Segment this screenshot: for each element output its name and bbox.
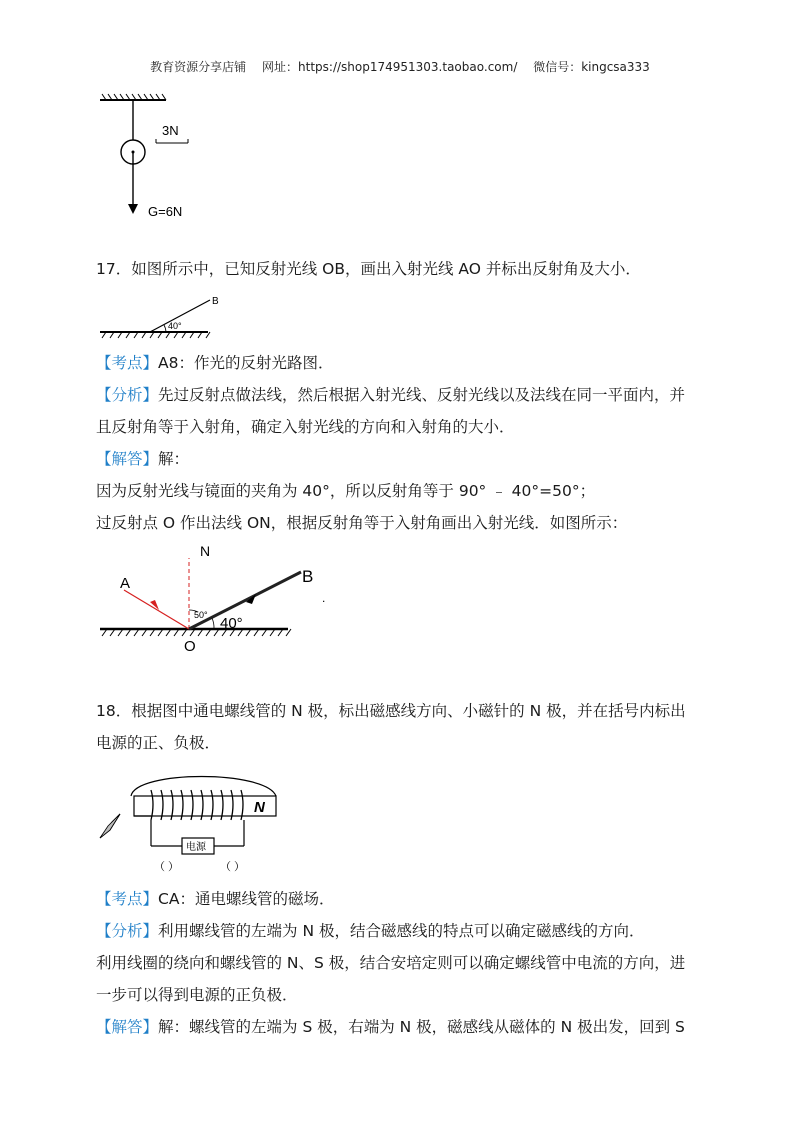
- force-label: 3N: [162, 123, 179, 138]
- kaodian-tag: 【考点】: [96, 354, 159, 372]
- gravity-label: G=6N: [148, 204, 183, 219]
- force-diagram: [96, 92, 206, 222]
- fenxi-text: 利用螺线管的左端为 N 极，结合磁感线的特点可以确定磁感线的方向．: [158, 922, 645, 940]
- q18-question-1: 18．根据图中通电螺线管的 N 极，标出磁感线方向、小磁针的 N 极，并在括号内标出: [96, 702, 686, 720]
- ray-label-a: A: [120, 575, 131, 592]
- wechat-id: 微信号：kingcsa333: [533, 60, 650, 74]
- page-header: [0, 58, 800, 75]
- q18-fenxi-3: 一步可以得到电源的正负极．: [96, 986, 298, 1004]
- kaodian-tag: 【考点】: [96, 890, 159, 908]
- q17-kaodian: [96, 353, 333, 373]
- q17-figure: [96, 292, 226, 342]
- paren-left: （ ）: [154, 861, 180, 873]
- q18-figure: [96, 768, 296, 876]
- angle-40-label: 40°: [220, 615, 243, 632]
- q17-solution-2: 过反射点 O 作出法线 ON，根据反射角等于入射角画出入射光线．如图所示：: [96, 514, 628, 532]
- q17-jieda: [96, 449, 189, 469]
- q18-fenxi-1: [96, 921, 644, 941]
- ray-label-b: B: [302, 567, 314, 586]
- q18-kaodian: [96, 889, 334, 909]
- fenxi-tag: 【分析】: [96, 922, 159, 940]
- q17-angle-label: 40°: [168, 321, 182, 331]
- trailing-dot: .: [322, 591, 326, 605]
- q17-fenxi-1: [96, 385, 685, 405]
- shop-url: 网址：https://shop174951303.taobao.com/: [262, 60, 518, 74]
- jieda-tag: 【解答】: [96, 1018, 159, 1036]
- q17-fenxi-2: 且反射角等于入射角，确定入射光线的方向和入射角的大小．: [96, 418, 515, 436]
- q17-question: 17．如图所示中，已知反射光线 OB，画出入射光线 AO 并标出反射角及大小．: [96, 260, 641, 278]
- angle-50-label: 50°: [194, 610, 208, 620]
- fenxi-text: 先过反射点做法线，然后根据入射光线、反射光线以及法线在同一平面内，并: [158, 386, 686, 404]
- fenxi-tag: 【分析】: [96, 386, 159, 404]
- q18-jieda: [96, 1017, 685, 1037]
- q18-fenxi-2: 利用线圈的绕向和螺线管的 N、S 极，结合安培定则可以确定螺线管中电流的方向，进: [96, 954, 686, 972]
- kaodian-text: A8：作光的反射光路图．: [158, 354, 334, 372]
- q17-label-b: B: [212, 296, 219, 307]
- kaodian-text: CA：通电螺线管的磁场．: [158, 890, 335, 908]
- solenoid-n-pole: N: [254, 799, 265, 816]
- point-label-o: O: [184, 638, 196, 655]
- jieda-tag: 【解答】: [96, 450, 159, 468]
- jieda-text: 解：螺线管的左端为 S 极，右端为 N 极，磁感线从磁体的 N 极出发，回到 S: [158, 1018, 685, 1036]
- paren-right: （ ）: [220, 861, 246, 873]
- jieda-text: 解：: [158, 450, 190, 468]
- shop-name: 教育资源分享店铺: [150, 60, 247, 74]
- q17-answer-figure: [96, 540, 346, 660]
- normal-label-n: N: [200, 543, 211, 559]
- q18-question-2: 电源的正、负极．: [96, 734, 221, 752]
- q17-solution-1: 因为反射光线与镜面的夹角为 40°，所以反射角等于 90° ﹣ 40°=50°；: [96, 482, 596, 500]
- power-source-label: 电源: [186, 842, 206, 853]
